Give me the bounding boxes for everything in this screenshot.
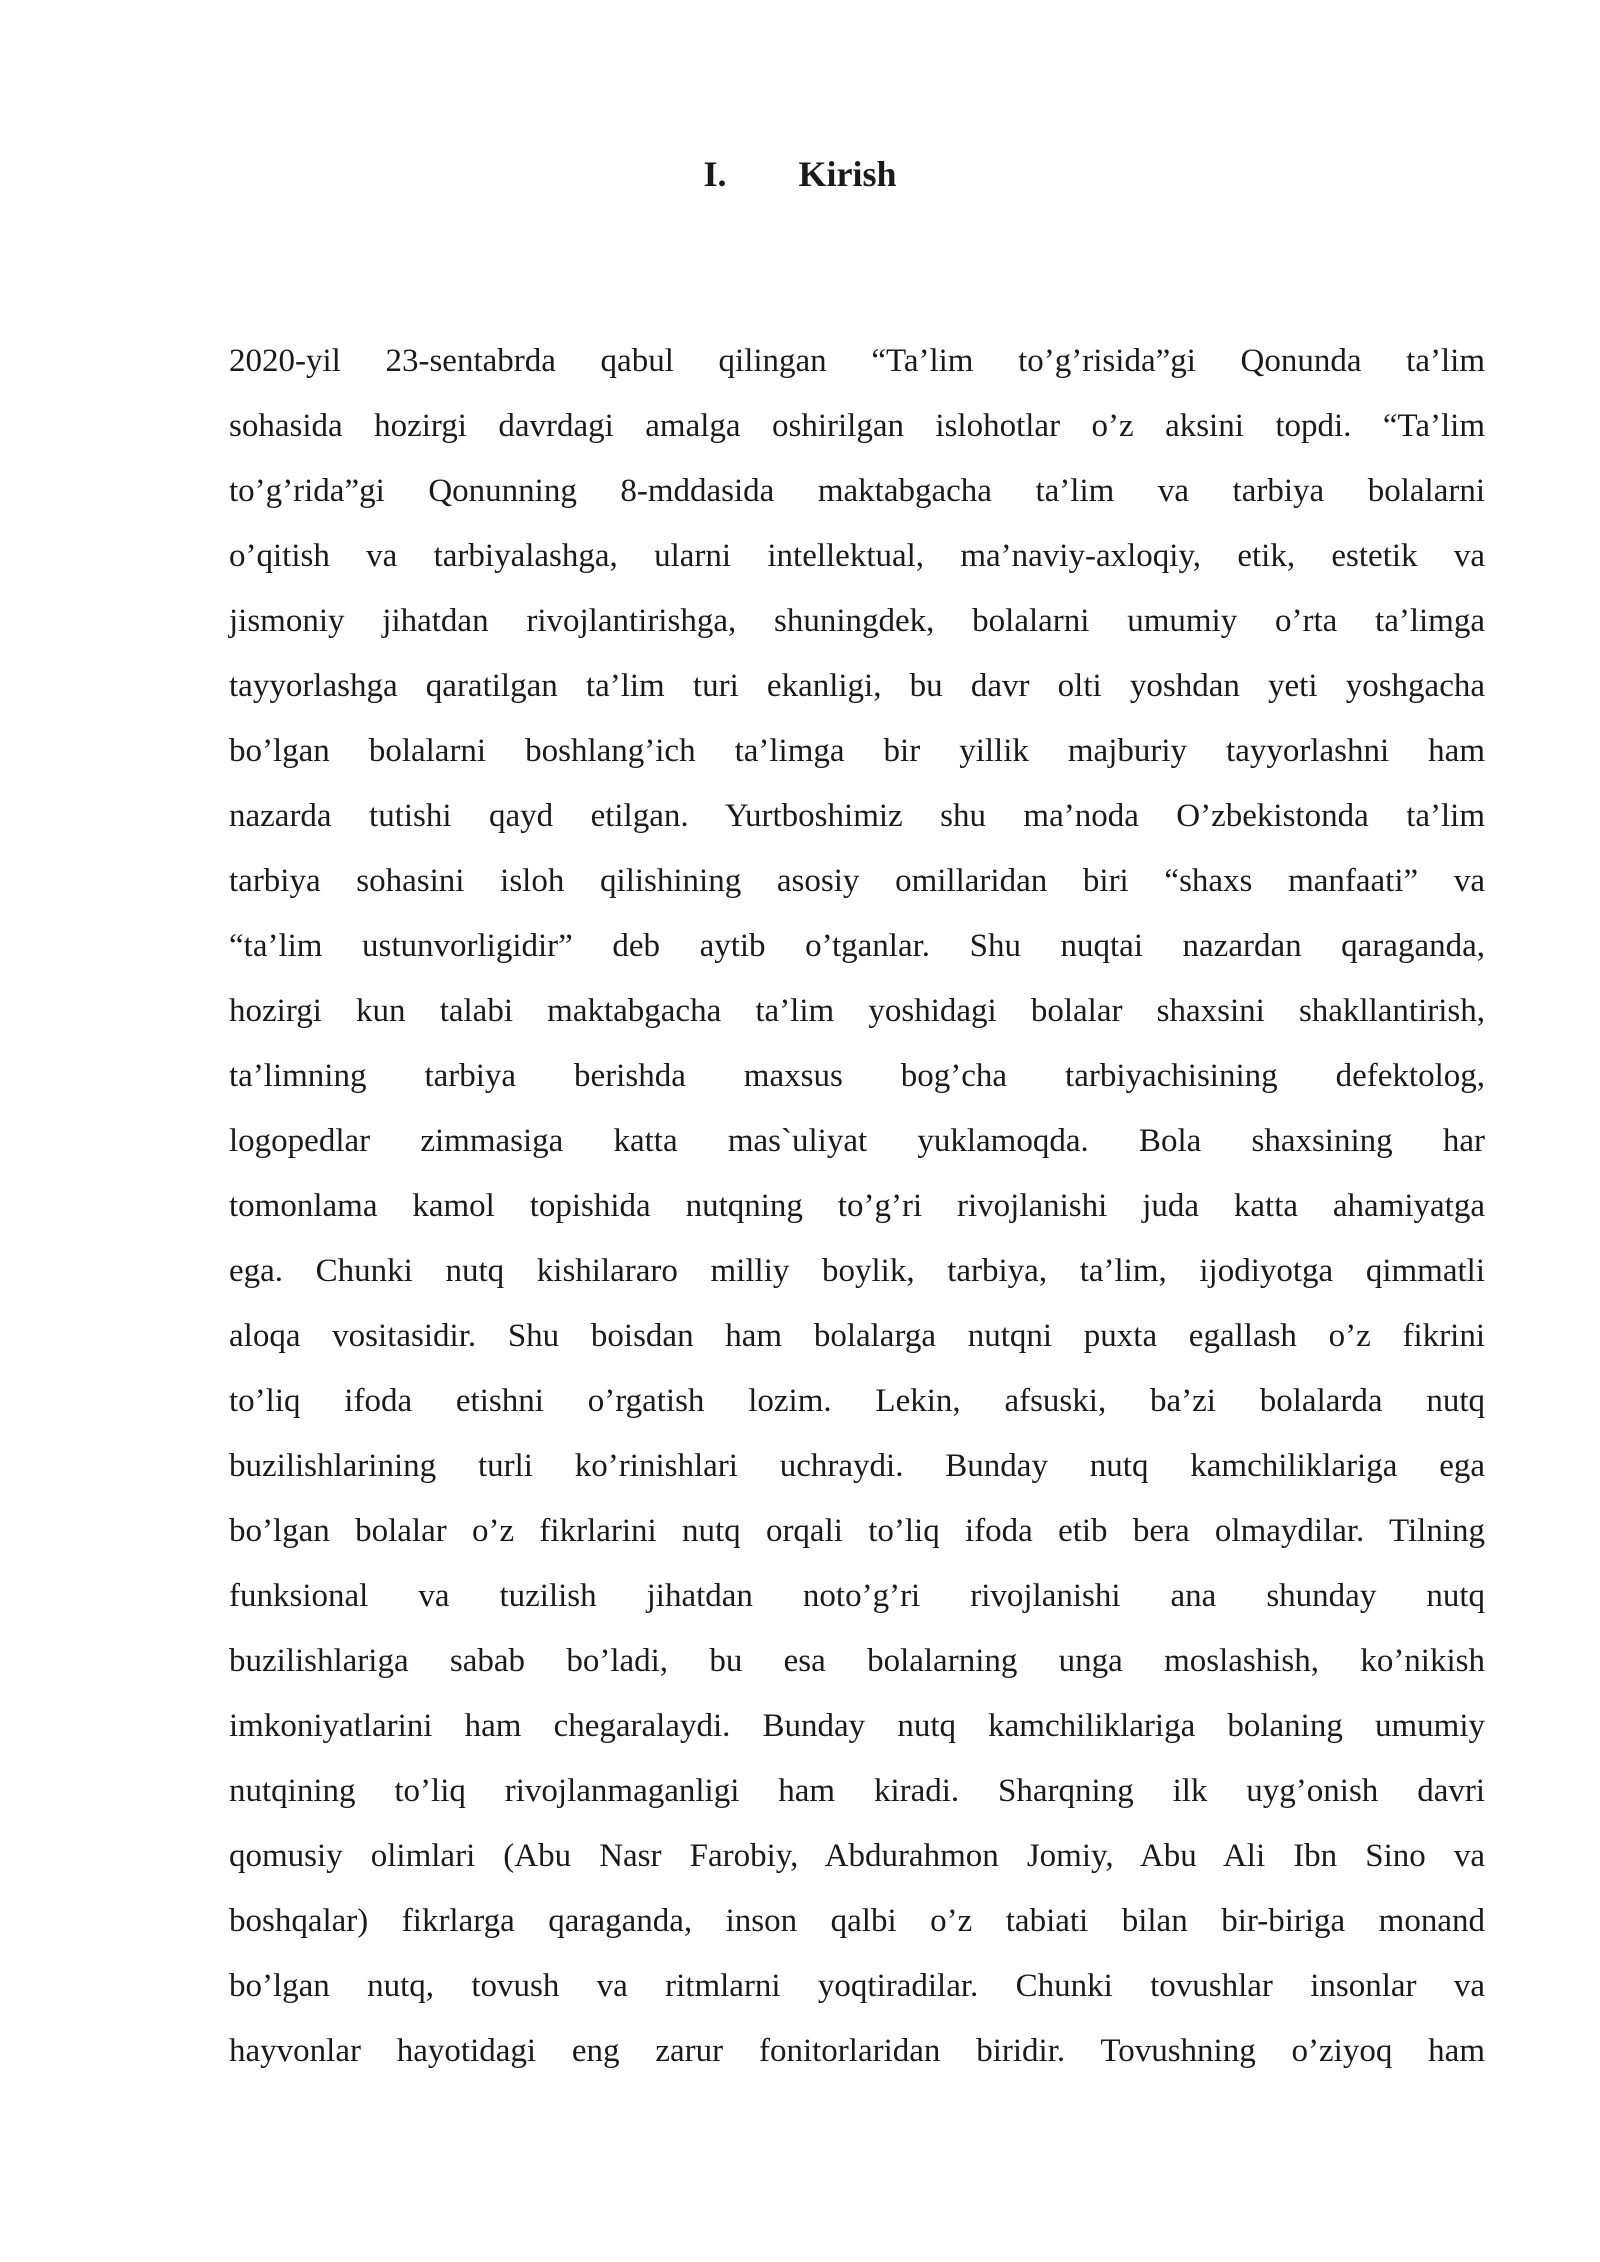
paragraph-line: imkoniyatlarini ham chegaralaydi. Bunday nutq kamchiliklariga bolaning umumiy bbox=[229, 1708, 1485, 1744]
section-number: I. bbox=[703, 154, 727, 194]
paragraph-line: o’qitish va tarbiyalashga, ularni intellektual, ma’naviy-axloqiy, etik, estetik va bbox=[229, 538, 1485, 574]
paragraph-line: tayyorlashga qaratilgan ta’lim turi ekanligi, bu davr olti yoshdan yeti yoshgacha bbox=[229, 668, 1485, 704]
paragraph-line: bo’lgan bolalar o’z fikrlarini nutq orqali to’liq ifoda etib bera olmaydilar. Tilning bbox=[229, 1513, 1485, 1549]
paragraph-line: logopedlar zimmasiga katta mas`uliyat yuklamoqda. Bola shaxsining har bbox=[229, 1123, 1485, 1159]
paragraph-line: ega. Chunki nutq kishilararo milliy boylik, tarbiya, ta’lim, ijodiyotga qimmatli bbox=[229, 1253, 1485, 1289]
paragraph-line: 2020-yil 23-sentabrda qabul qilingan “Ta’lim to’g’risida”gi Qonunda ta’lim bbox=[229, 343, 1485, 379]
paragraph-line: buzilishlariga sabab bo’ladi, bu esa bolalarning unga moslashish, ko’nikish bbox=[229, 1643, 1485, 1679]
section-heading bbox=[0, 148, 1600, 200]
paragraph-line: “ta’lim ustunvorligidir” deb aytib o’tganlar. Shu nuqtai nazardan qaraganda, bbox=[229, 928, 1485, 964]
paragraph-line: nutqining to’liq rivojlanmaganligi ham kiradi. Sharqning ilk uyg’onish davri bbox=[229, 1773, 1485, 1809]
paragraph-line: tarbiya sohasini isloh qilishining asosiy omillaridan biri “shaxs manfaati” va bbox=[229, 863, 1485, 899]
paragraph-line: hayvonlar hayotidagi eng zarur fonitorlaridan biridir. Tovushning o’ziyoq ham bbox=[229, 2033, 1485, 2069]
paragraph-line: bo’lgan nutq, tovush va ritmlarni yoqtiradilar. Chunki tovushlar insonlar va bbox=[229, 1968, 1485, 2004]
paragraph-line: hozirgi kun talabi maktabgacha ta’lim yoshidagi bolalar shaxsini shakllantirish, bbox=[229, 993, 1485, 1029]
paragraph-line: funksional va tuzilish jihatdan noto’g’ri rivojlanishi ana shunday nutq bbox=[229, 1578, 1485, 1614]
paragraph-line: sohasida hozirgi davrdagi amalga oshirilgan islohotlar o’z aksini topdi. “Ta’lim bbox=[229, 408, 1485, 444]
paragraph-line: ta’limning tarbiya berishda maxsus bog’cha tarbiyachisining defektolog, bbox=[229, 1058, 1485, 1094]
paragraph-line: jismoniy jihatdan rivojlantirishga, shuningdek, bolalarni umumiy o’rta ta’limga bbox=[229, 603, 1485, 639]
paragraph-line: qomusiy olimlari (Abu Nasr Farobiy, Abdurahmon Jomiy, Abu Ali Ibn Sino va bbox=[229, 1838, 1485, 1874]
body-paragraph bbox=[229, 329, 1485, 2084]
paragraph-line: bo’lgan bolalarni boshlang’ich ta’limga bir yillik majburiy tayyorlashni ham bbox=[229, 733, 1485, 769]
section-title: Kirish bbox=[798, 154, 897, 194]
paragraph-line: aloqa vositasidir. Shu boisdan ham bolalarga nutqni puxta egallash o’z fikrini bbox=[229, 1318, 1485, 1354]
paragraph-line: nazarda tutishi qayd etilgan. Yurtboshimiz shu ma’noda O’zbekistonda ta’lim bbox=[229, 798, 1485, 834]
paragraph-line: tomonlama kamol topishida nutqning to’g’ri rivojlanishi juda katta ahamiyatga bbox=[229, 1188, 1485, 1224]
paragraph-line: to’g’rida”gi Qonunning 8-mddasida maktabgacha ta’lim va tarbiya bolalarni bbox=[229, 473, 1485, 509]
paragraph-line: boshqalar) fikrlarga qaraganda, inson qalbi o’z tabiati bilan bir-biriga monand bbox=[229, 1903, 1485, 1939]
paragraph-line: buzilishlarining turli ko’rinishlari uchraydi. Bunday nutq kamchiliklariga ega bbox=[229, 1448, 1485, 1484]
paragraph-line: to’liq ifoda etishni o’rgatish lozim. Lekin, afsuski, ba’zi bolalarda nutq bbox=[229, 1383, 1485, 1419]
